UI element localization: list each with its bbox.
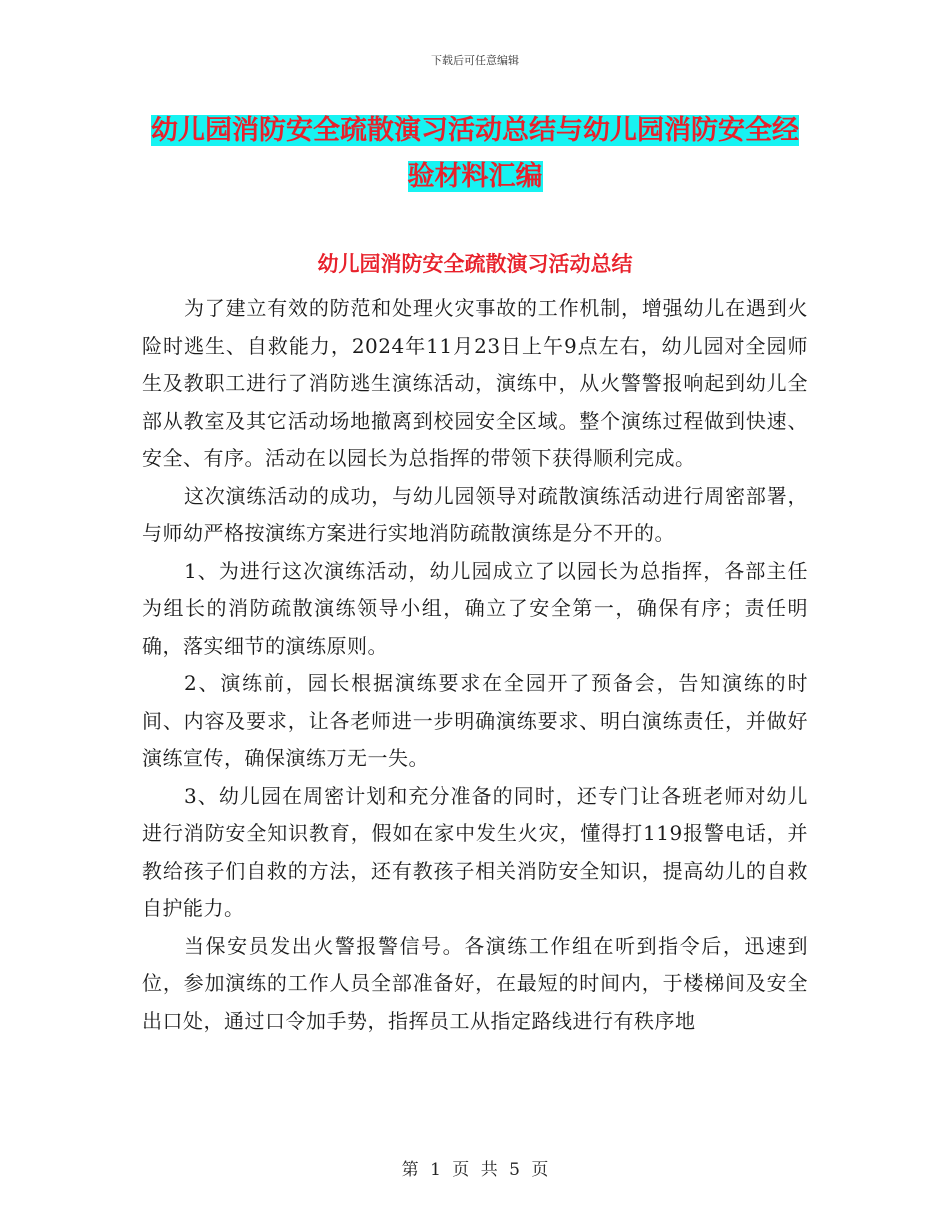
paragraph: 为了建立有效的防范和处理火灾事故的工作机制，增强幼儿在遇到火险时逃生、自救能力，2024年11月23日上午9点左右，幼儿园对全园师生及教职工进行了消防逃生演练活动，演练中，从火警警报响起到幼儿全部从教室及其它活动场地撤离到校园安全区域。整个演练过程做到快速、安全、有序。活动在以园长为总指挥的带领下获得顺利完成。 (142, 296, 808, 470)
section-title: 幼儿园消防安全疏散演习活动总结 (317, 252, 633, 276)
page-footer: 第 1 页 共 5 页 (401, 1160, 549, 1180)
paragraph: 这次演练活动的成功，与幼儿园领导对疏散演练活动进行周密部署，与师幼严格按演练方案进行实地消防疏散演练是分不开的。 (142, 483, 808, 545)
document-title (140, 108, 810, 200)
header-note: 下载后可任意编辑 (431, 54, 519, 67)
paragraph: 当保安员发出火警报警信号。各演练工作组在听到指令后，迅速到位，参加演练的工作人员全部准备好，在最短的时间内，于楼梯间及安全出口处，通过口令加手势，指挥员工从指定路线进行有秩序地 (142, 933, 808, 1033)
paragraph: 2、演练前，园长根据演练要求在全园开了预备会，告知演练的时间、内容及要求，让各老师进一步明确演练要求、明白演练责任，并做好演练宣传，确保演练万无一失。 (142, 671, 808, 770)
paragraph: 3、幼儿园在周密计划和充分准备的同时，还专门让各班老师对幼儿进行消防安全知识教育，假如在家中发生火灾，懂得打119报警电话，并教给孩子们自救的方法，还有教孩子相关消防安全知识，提高幼儿的自救自护能力。 (142, 783, 808, 920)
document-title-text: 幼儿园消防安全疏散演习活动总结与幼儿园消防安全经验材料汇编 (151, 115, 799, 192)
paragraph: 1、为进行这次演练活动，幼儿园成立了以园长为总指挥，各部主任为组长的消防疏散演练领导小组，确立了安全第一，确保有序；责任明确，落实细节的演练原则。 (142, 558, 808, 658)
body-text (142, 290, 808, 1040)
